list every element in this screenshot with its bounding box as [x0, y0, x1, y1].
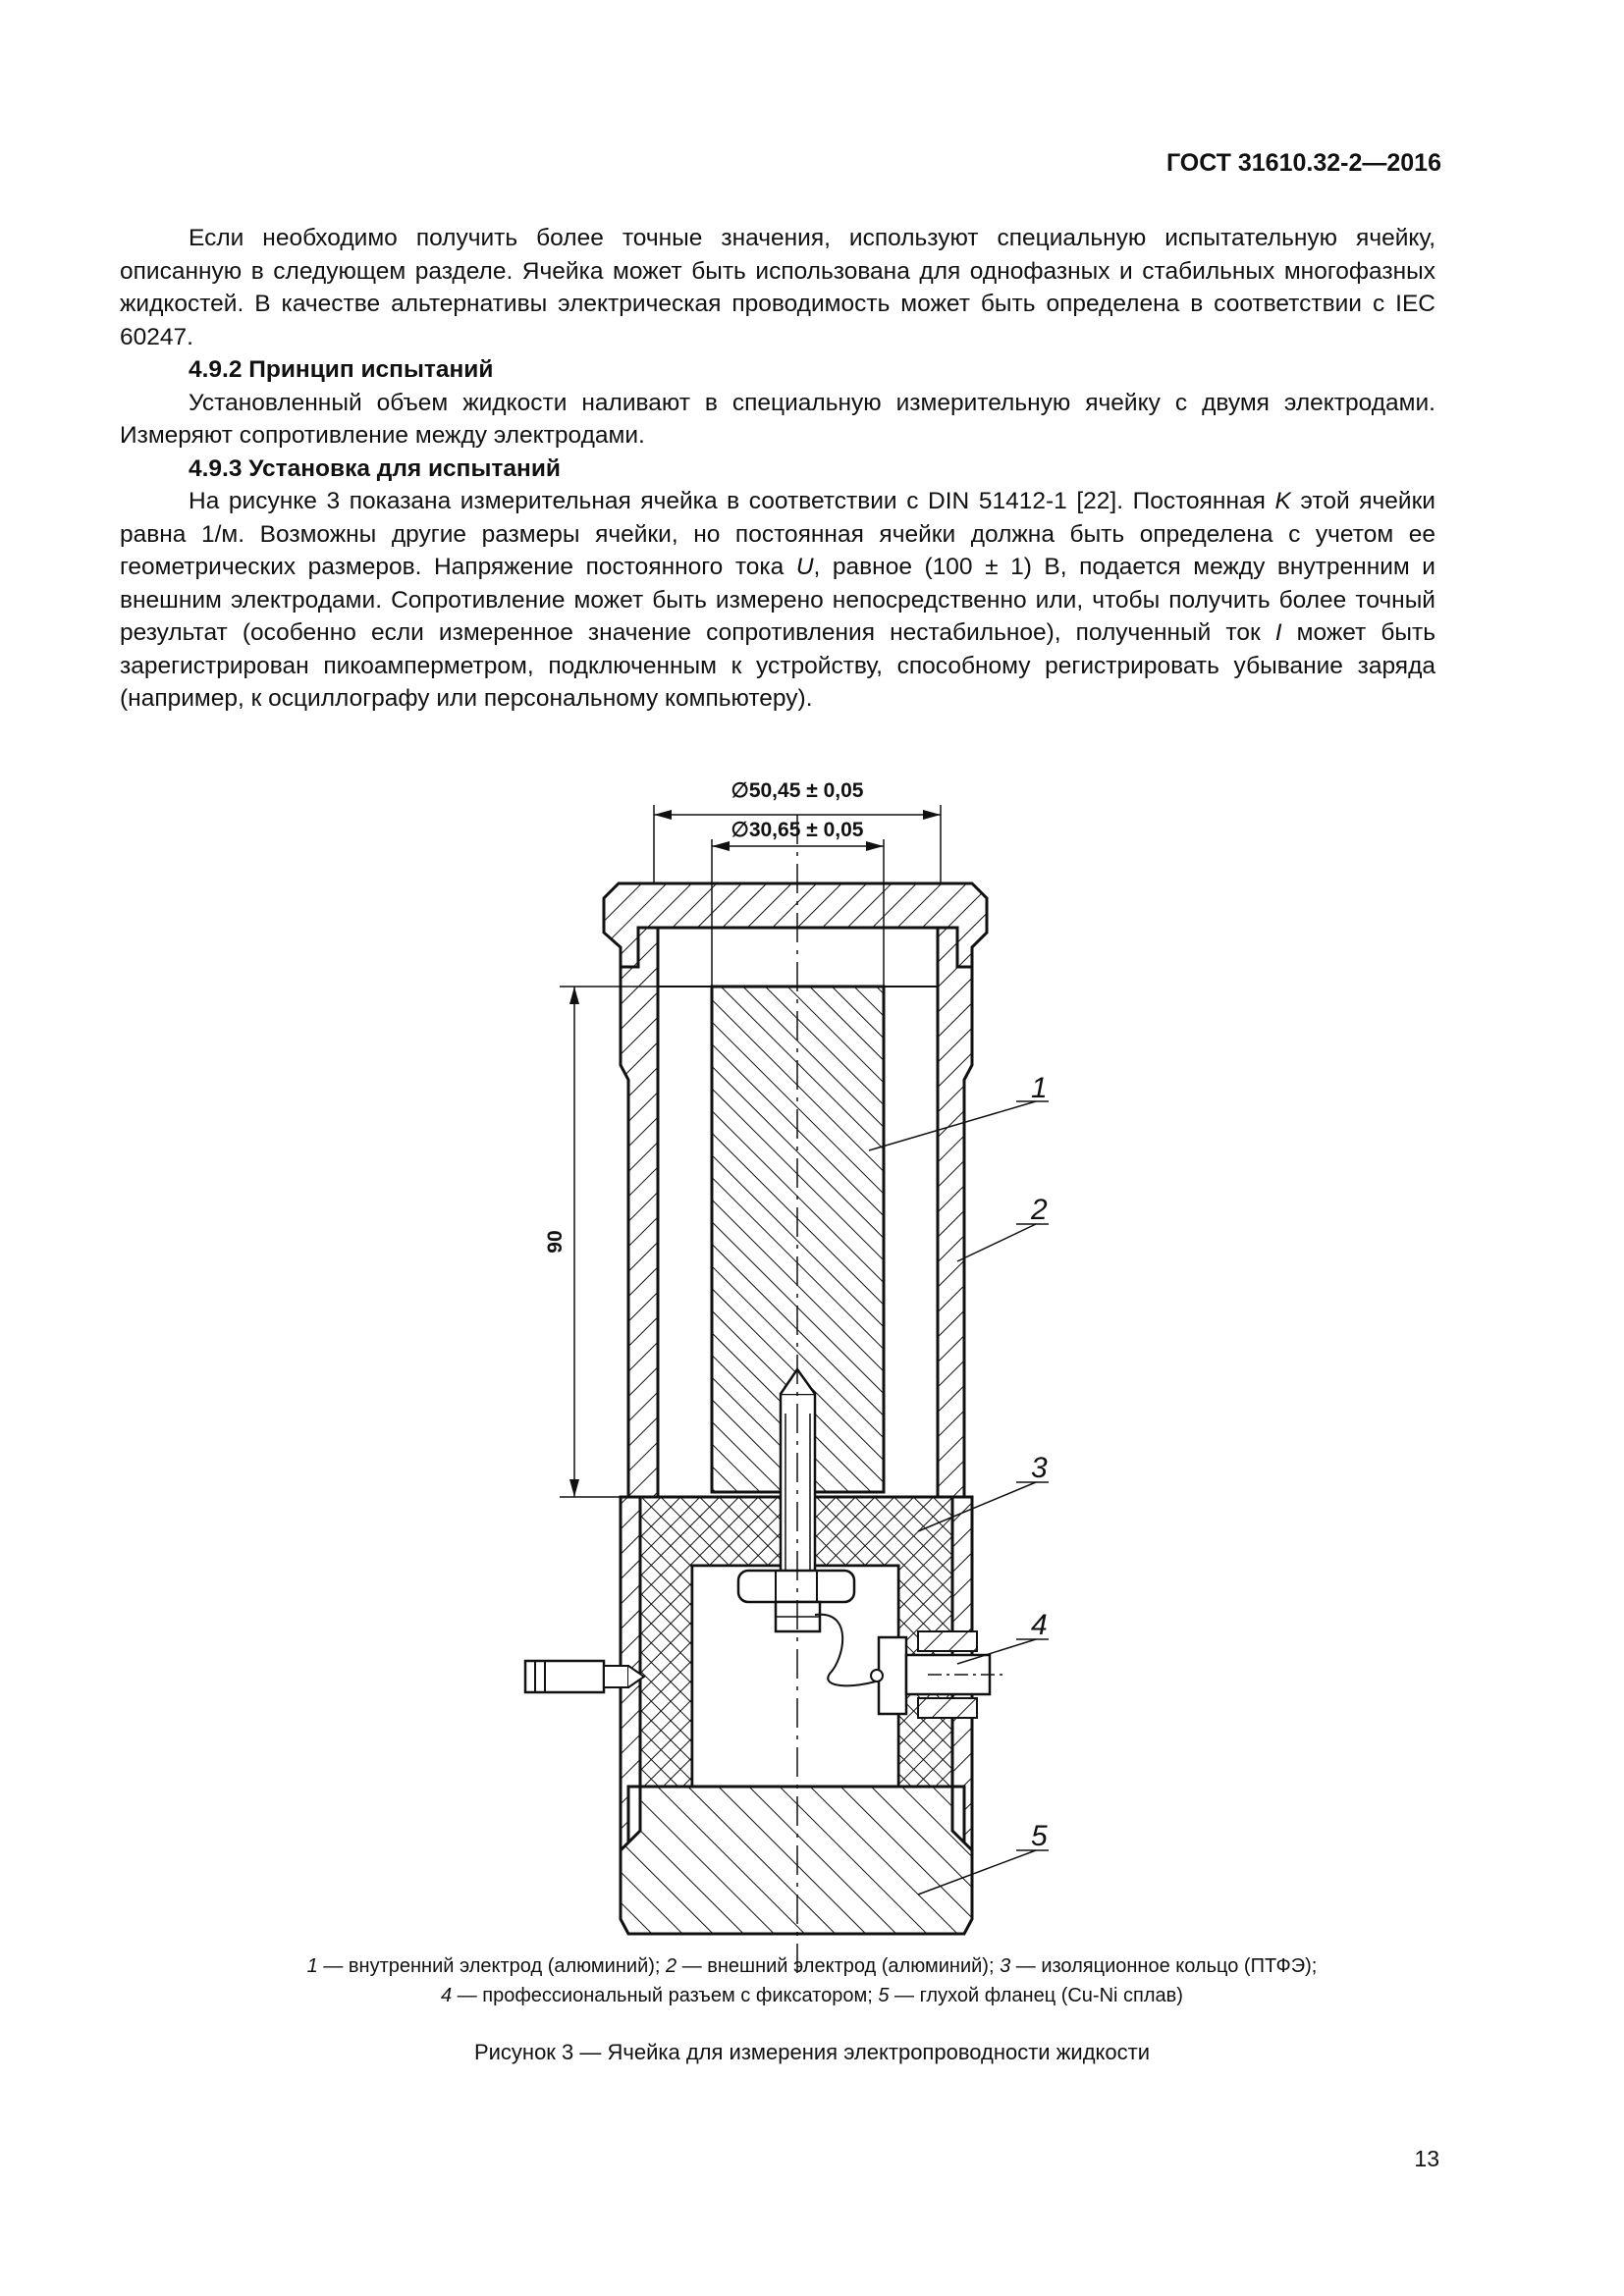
setup-text-b: этой ячейки равна 1/м. Возможны другие размеры ячейки, но постоянная ячейки должна быть определена с учетом ее геометрических размеров. Напряжение постоянного тока — [120, 488, 1435, 580]
nut — [738, 1571, 854, 1602]
symbol-u: U — [795, 554, 814, 580]
callout-4: 4 — [1031, 1609, 1048, 1641]
dim-inner-diameter: ∅30,65 ± 0,05 — [731, 819, 864, 841]
side-screw — [525, 1661, 644, 1692]
symbol-i: I — [1274, 619, 1282, 646]
symbol-k: K — [1274, 488, 1291, 514]
top-cap — [604, 883, 987, 967]
outer-electrode-right-wall — [938, 928, 972, 1497]
setup-text-d: может быть зарегистрирован пикоамперметром, подключенным к устройству, способному регистрировать убывание заряда (например, к осциллографу или персональному компьютеру). — [120, 619, 1435, 712]
paragraph-precision: Если необходимо получить более точные значения, используют специальную испытательную ячейку, описанную в следующем разделе. Ячейка может быть использована для однофазных и стабильных многофазных жидкостей. В качестве альтернативы электрическая проводимость может быть определена в соответствии с IEC 60247. — [120, 225, 1435, 350]
legend-line-2: 4 — профессиональный разъем с фиксатором; 5 — глухой фланец (Cu-Ni сплав) — [441, 1985, 1183, 2006]
connector-with-clamp — [871, 1631, 1006, 1718]
callout-1: 1 — [1031, 1072, 1048, 1104]
document-code: ГОСТ 31610.32-2—2016 — [1165, 149, 1441, 177]
heading-4-9-3: 4.9.3 Установка для испытаний — [189, 454, 561, 482]
callout-5: 5 — [1031, 1820, 1048, 1852]
heading-4-9-2: 4.9.2 Принцип испытаний — [189, 356, 494, 383]
figure-legend — [0, 1951, 1624, 2010]
dim-height: 90 — [544, 1230, 567, 1254]
callout-2: 2 — [1031, 1194, 1048, 1226]
setup-text-c: , равное (100 ± 1) В, подается между внутренним и внешним электродами. Сопротивление может быть измерено непосредственно или, чтобы получить более точный результат (особенно если измеренное значение сопротивления нестабильное), полученный ток — [120, 554, 1435, 646]
legend-line-1: 1 — внутренний электрод (алюминий); 2 — внешний электрод (алюминий); 3 — изоляционное кольцо (ПТФЭ); — [306, 1955, 1318, 1977]
setup-text-a: На рисунке 3 показана измерительная ячейка в соответствии с DIN 51412-1 [22]. Постоянная — [189, 488, 1275, 514]
callout-3: 3 — [1031, 1452, 1048, 1484]
paragraph-principle: Установленный объем жидкости наливают в специальную измерительную ячейку с двумя электродами. Измеряют сопротивление между электродами. — [120, 389, 1435, 449]
outer-electrode-left-wall — [621, 928, 658, 1497]
page-number: 13 — [1414, 2146, 1439, 2171]
blind-flange — [621, 1787, 972, 1934]
figure-caption: Рисунок 3 — Ячейка для измерения электропроводности жидкости — [473, 2040, 1151, 2064]
dim-outer-diameter: ∅50,45 ± 0,05 — [731, 779, 864, 802]
